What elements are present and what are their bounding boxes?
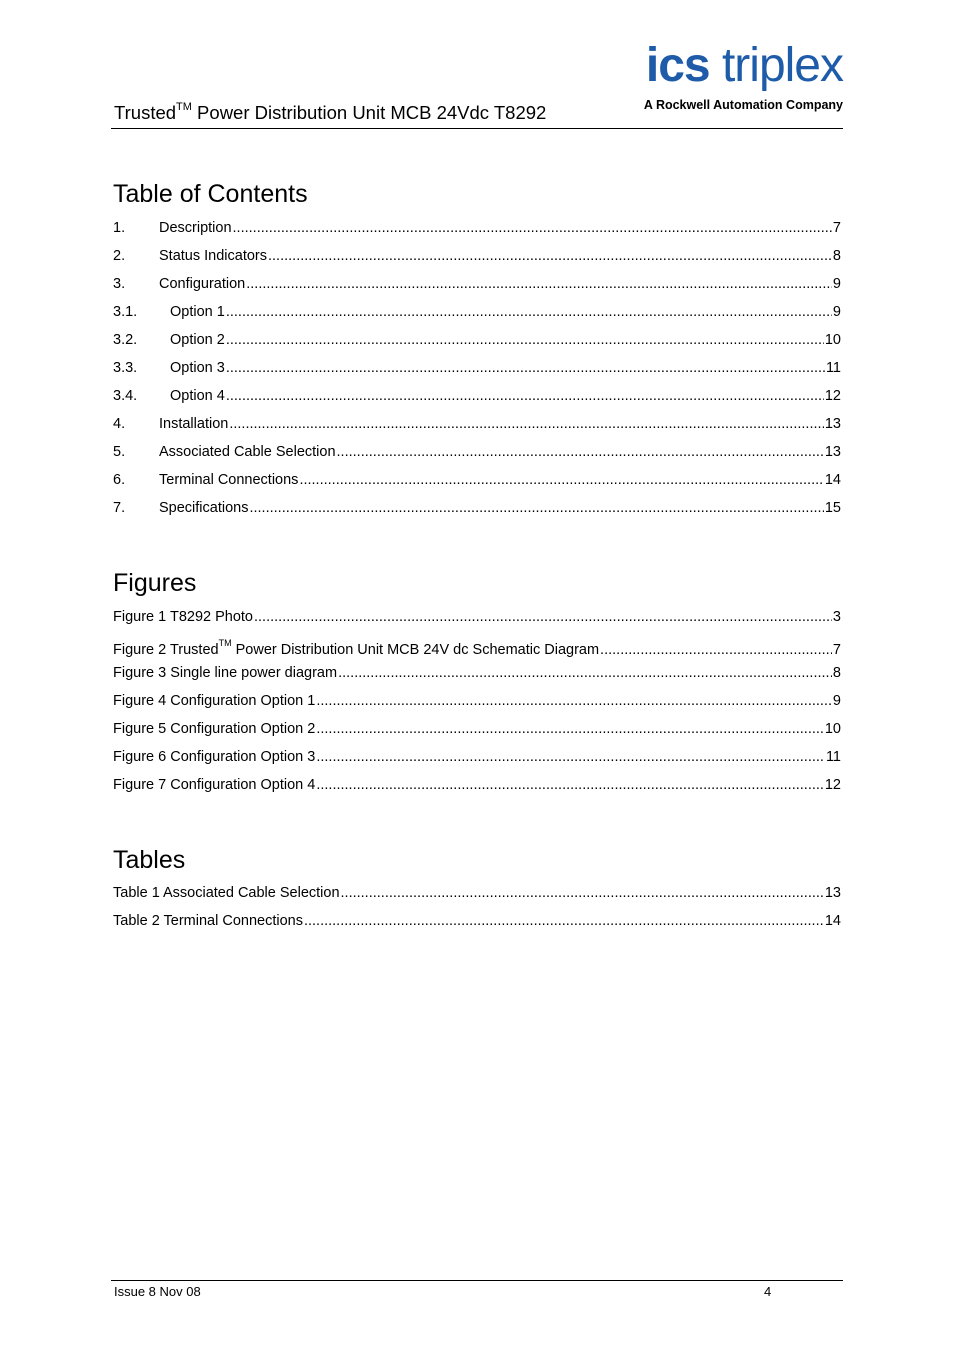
toc-entry[interactable] [113,247,841,275]
logo-wordmark [646,38,843,94]
figure-label [113,636,599,659]
leader-dots [226,359,825,377]
toc-number: 5. [113,444,126,460]
leader-dots [316,720,824,738]
leader-dots [338,664,832,682]
toc-entry[interactable] [113,387,841,415]
leader-dots [316,776,824,794]
toc-number: 1. [113,220,126,236]
leader-dots [341,884,824,902]
toc-page: 9 [832,304,841,320]
toc-label: Terminal Connections [159,472,299,488]
toc-number: 6. [113,472,126,488]
page-header [111,40,843,129]
toc-label: Option 3 [170,360,225,376]
logo-ics: ics [645,39,710,92]
toc-page: 7 [832,220,841,236]
table-entry[interactable] [113,912,841,940]
title-rest: Power Distribution Unit MCB 24Vdc T8292 [191,102,547,123]
figure-page: 9 [832,693,841,709]
toc-number: 3.4. [113,388,138,404]
toc-label: Option 1 [170,304,225,320]
toc-page: 9 [832,276,841,292]
figure-label: Figure 3 Single line power diagram [113,665,338,681]
toc-label: Installation [159,416,229,432]
figure-page: 3 [832,609,841,625]
toc-entry[interactable] [113,359,841,387]
figures-list [113,608,841,804]
leader-dots [254,608,832,626]
toc-entry[interactable] [113,499,841,527]
figure-entry[interactable] [113,664,841,692]
table-label: Table 2 Terminal Connections [113,913,303,929]
toc-entry[interactable] [113,219,841,247]
toc-number: 7. [113,500,126,516]
toc-label: Associated Cable Selection [159,444,336,460]
toc-label: Specifications [159,500,249,516]
toc-label: Status Indicators [159,248,267,264]
leader-dots [226,387,824,405]
figure-label: Figure 6 Configuration Option 3 [113,749,316,765]
tables-heading: Tables [113,846,186,874]
figure-page: 10 [824,721,841,737]
figure-label-prefix: Figure 2 Trusted [113,641,219,658]
figure-label: Figure 7 Configuration Option 4 [113,777,316,793]
document-title [114,102,546,124]
trademark-sup: TM [176,100,192,113]
toc-label: Option 2 [170,332,225,348]
leader-dots [316,692,832,710]
figure-page: 11 [825,749,841,765]
leader-dots [226,331,824,349]
toc-entry[interactable] [113,275,841,303]
leader-dots [249,499,823,517]
figure-page: 8 [832,665,841,681]
issue-date: Issue 8 Nov 08 [114,1284,201,1299]
figure-entry[interactable] [113,636,841,664]
figure-entry[interactable] [113,608,841,636]
leader-dots [229,415,824,433]
leader-dots [226,303,832,321]
toc-page: 15 [824,500,841,516]
figure-entry[interactable] [113,776,841,804]
page-footer [111,1280,843,1305]
toc-page: 10 [824,332,841,348]
leader-dots [316,748,825,766]
table-label: Table 1 Associated Cable Selection [113,885,340,901]
trademark-sup: TM [218,638,232,648]
logo-tagline: A Rockwell Automation Company [643,98,843,112]
toc-entry[interactable] [113,471,841,499]
table-page: 13 [824,885,841,901]
toc-page: 14 [824,472,841,488]
toc-list [113,219,841,527]
toc-label: Configuration [159,276,246,292]
figure-label: Figure 5 Configuration Option 2 [113,721,316,737]
leader-dots [268,247,832,265]
leader-dots [233,219,832,237]
figure-page: 12 [824,777,841,793]
figure-entry[interactable] [113,692,841,720]
figures-heading: Figures [113,569,197,597]
toc-label: Description [159,220,232,236]
title-prefix: Trusted [114,102,177,123]
toc-page: 8 [832,248,841,264]
toc-number: 2. [113,248,126,264]
page-number: 4 [764,1284,772,1299]
figure-label-suffix: Power Distribution Unit MCB 24V dc Schematic Diagram [231,641,600,658]
figure-label: Figure 4 Configuration Option 1 [113,693,316,709]
leader-dots [304,912,824,930]
tables-list [113,884,841,940]
ics-triplex-logo [611,39,843,122]
toc-number: 4. [113,416,126,432]
leader-dots [337,443,824,461]
figure-entry[interactable] [113,748,841,776]
toc-heading: Table of Contents [113,180,308,208]
toc-page: 13 [824,444,841,460]
logo-triplex: triplex [721,39,843,92]
toc-page: 11 [825,360,841,376]
toc-entry[interactable] [113,331,841,359]
figure-page: 7 [832,641,841,658]
toc-page: 12 [824,388,841,404]
toc-number: 3.3. [113,360,138,376]
toc-number: 3.1. [113,304,138,320]
table-page: 14 [824,913,841,929]
toc-entry[interactable] [113,415,841,443]
table-entry[interactable] [113,884,841,912]
leader-dots [246,275,832,293]
figure-entry[interactable] [113,720,841,748]
leader-dots [600,641,832,659]
leader-dots [299,471,823,489]
toc-number: 3. [113,276,126,292]
toc-label: Option 4 [170,388,225,404]
toc-number: 3.2. [113,332,138,348]
toc-entry[interactable] [113,443,841,471]
toc-page: 13 [824,416,841,432]
toc-entry[interactable] [113,303,841,331]
figure-label: Figure 1 T8292 Photo [113,609,253,625]
